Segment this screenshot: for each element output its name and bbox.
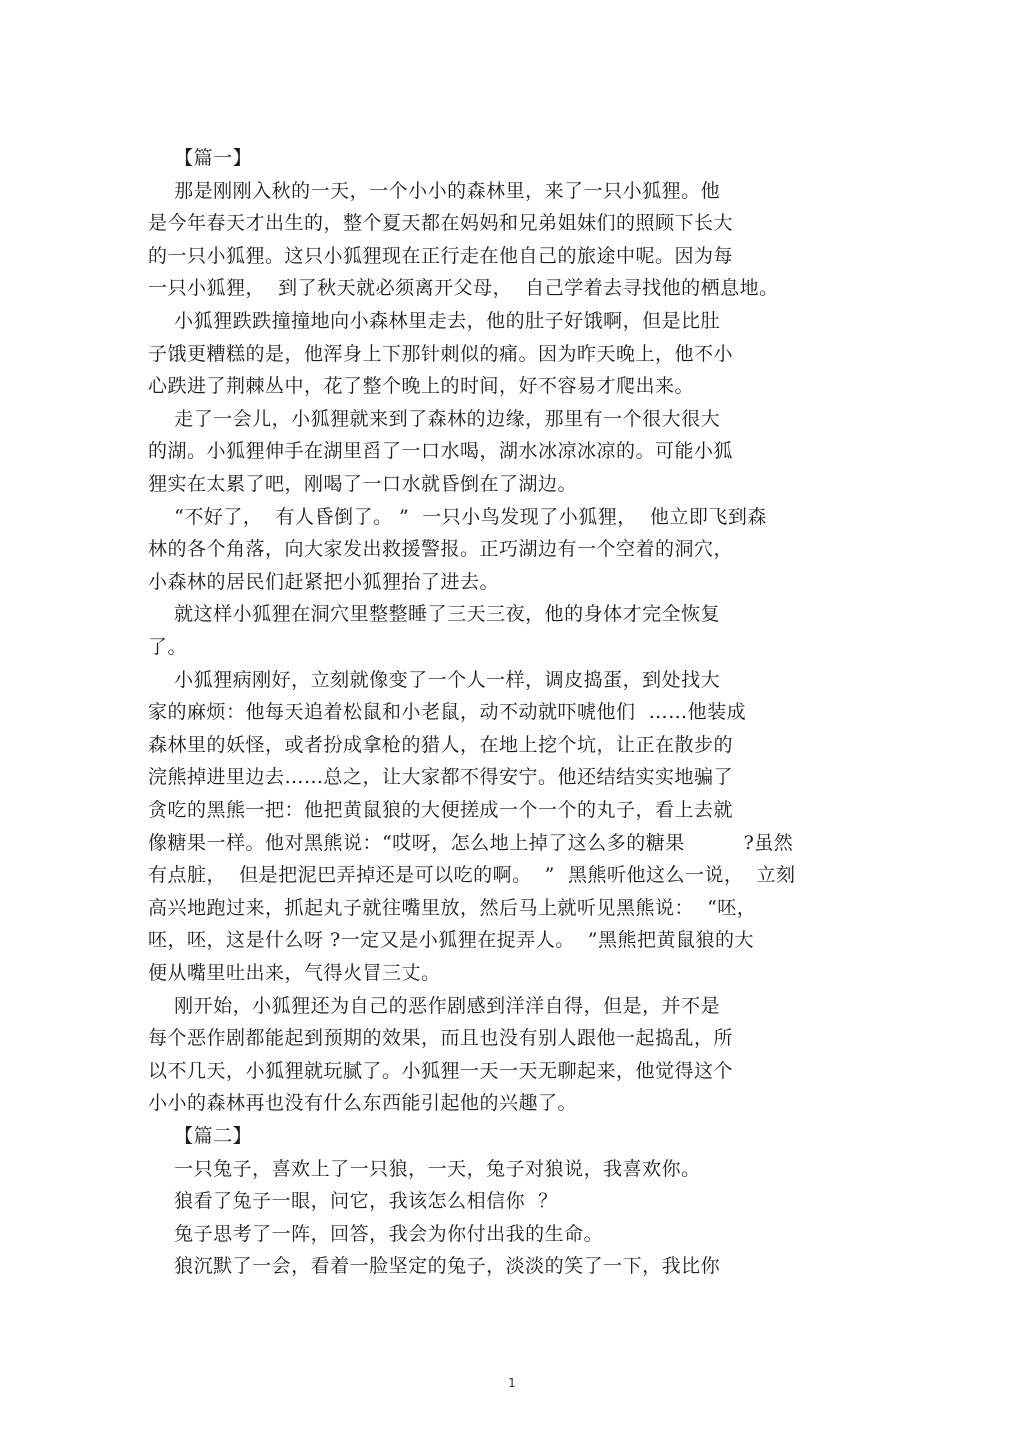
text-line: 小狐狸跌跌撞撞地向小森林里走去，他的肚子好饿啊，但是比肚 <box>148 310 721 332</box>
text-line: 心跌进了荆棘丛中，花了整个晚上的时间，好不容易才爬出来。 <box>148 375 695 398</box>
text-line: 小狐狸病刚好，立刻就像变了一个人一样，调皮捣蛋，到处找大 <box>148 668 721 691</box>
text-line: 了。 <box>148 636 188 658</box>
text-line: 每个恶作剧都能起到预期的效果，而且也没有别人跟他一起捣乱，所 <box>148 1027 734 1050</box>
text-line: 刚开始，小狐狸还为自己的恶作剧感到洋洋自得，但是，并不是 <box>148 994 721 1017</box>
text-line: 兔子思考了一阵，回答，我会为你付出我的生命。 <box>148 1222 604 1245</box>
text-line: 的湖。小狐狸伸手在湖里舀了一口水喝，湖水冰凉冰凉的。可能小狐 <box>148 440 734 463</box>
text-line: 高兴地跑过来，抓起丸子就往嘴里放，然后马上就听见黑熊说： “呸， <box>148 896 757 919</box>
text-line: 走了一会儿，小狐狸就来到了森林的边缘，那里有一个很大很大 <box>148 407 721 430</box>
text-line: 林的各个角落，向大家发出救援警报。正巧湖边有一个空着的洞穴， <box>148 538 734 561</box>
text-line: 的一只小狐狸。这只小狐狸现在正行走在他自己的旅途中呢。因为每 <box>148 244 734 267</box>
text-line: 以不几天，小狐狸就玩腻了。小狐狸一天一天无聊起来，他觉得这个 <box>148 1059 734 1082</box>
text-line: 家的麻烦：他每天追着松鼠和小老鼠，动不动就吓唬他们 ……他装成 <box>148 701 747 724</box>
text-line: 一只兔子，喜欢上了一只狼，一天，兔子对狼说，我喜欢你。 <box>148 1157 701 1180</box>
text-line: 像糖果一样。他对黑熊说：“哎呀，怎么地上掉了这么多的糖果 ?虽然 <box>148 831 794 854</box>
text-line: 一只小狐狸， 到了秋天就必须离开父母， 自己学着去寻找他的栖息地。 <box>148 277 779 300</box>
text-line: 【篇二】 <box>148 1125 253 1147</box>
text-line: 便从嘴里吐出来，气得火冒三丈。 <box>148 962 441 984</box>
text-line: 贪吃的黑熊一把：他把黄鼠狼的大便搓成一个一个的丸子，看上去就 <box>148 799 734 821</box>
text-line: 狼看了兔子一眼，问它，我该怎么相信你 ？ <box>148 1190 558 1213</box>
text-line: 呸，呸，这是什么呀 ?一定又是小狐狸在捉弄人。 ”黑熊把黄鼠狼的大 <box>148 929 755 952</box>
text-line: “不好了， 有人昏倒了。 ” 一只小鸟发现了小狐狸， 他立即飞到森 <box>148 505 767 528</box>
text-line: 就这样小狐狸在洞穴里整整睡了三天三夜，他的身体才完全恢复 <box>148 603 721 626</box>
text-line: 那是刚刚入秋的一天，一个小小的森林里，来了一只小狐狸。他 <box>148 179 721 202</box>
text-line: 狸实在太累了吧，刚喝了一口水就昏倒在了湖边。 <box>148 473 578 495</box>
text-line: 浣熊掉进里边去……总之，让大家都不得安宁。他还结结实实地骗了 <box>148 766 734 789</box>
text-line: 小森林的居民们赶紧把小狐狸抬了进去。 <box>148 570 500 593</box>
text-line: 狼沉默了一会，看着一脸坚定的兔子，淡淡的笑了一下，我比你 <box>148 1255 721 1278</box>
text-line: 森林里的妖怪，或者扮成拿枪的猎人，在地上挖个坑，让正在散步的 <box>148 733 734 756</box>
text-line: 小小的森林再也没有什么东西能引起他的兴趣了。 <box>148 1092 578 1115</box>
text-line: 子饿更糟糕的是，他浑身上下那针刺似的痛。因为昨天晚上，他不小 <box>148 342 734 365</box>
text-line: 【篇一】 <box>148 147 253 169</box>
text-line: 是今年春天才出生的，整个夏天都在妈妈和兄弟姐妹们的照顾下长大 <box>148 212 734 235</box>
page-number: 1 <box>508 1376 516 1390</box>
text-line: 有点脏， 但是把泥巴弄掉还是可以吃的啊。 ” 黑熊听他这么一说， 立刻 <box>148 864 796 887</box>
